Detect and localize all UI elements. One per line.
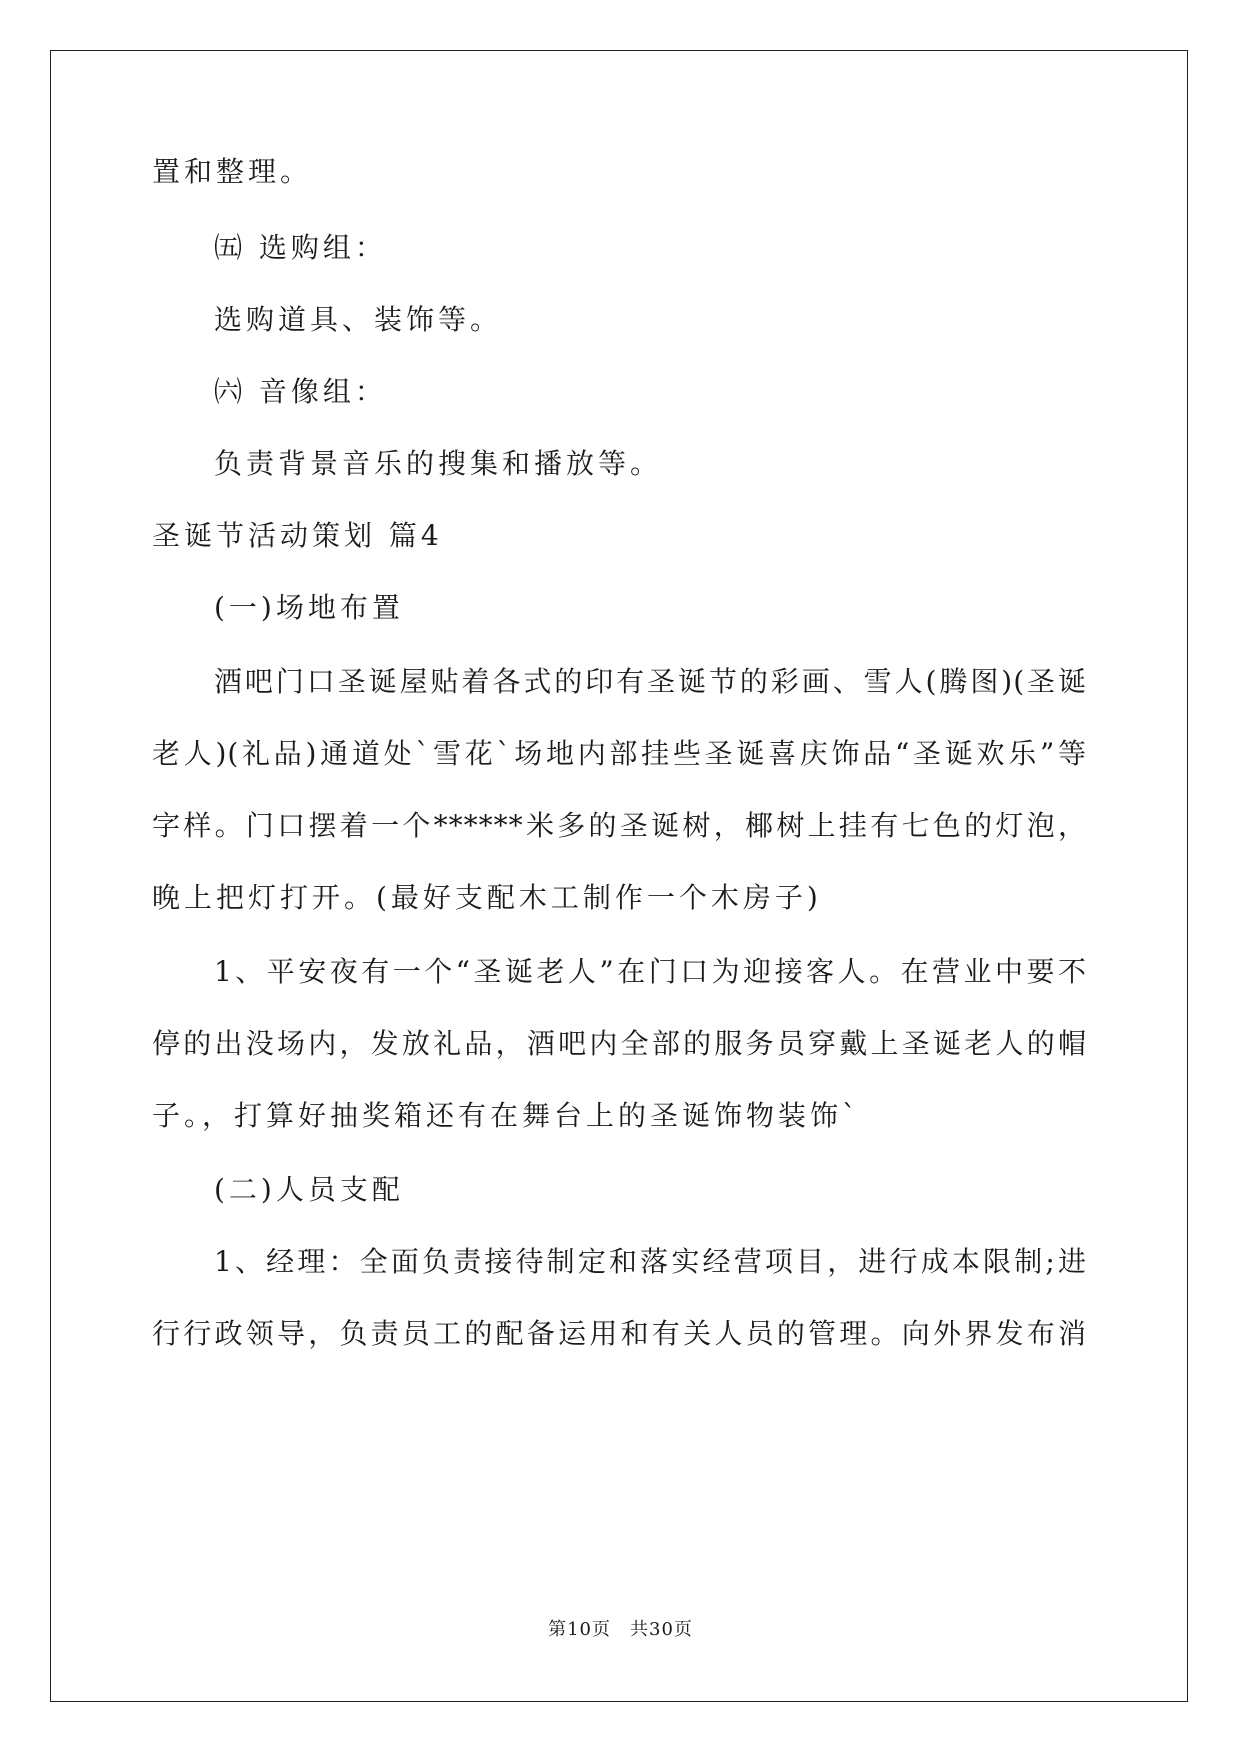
page-border bbox=[50, 50, 1188, 1702]
paragraph-venue-line-3: 字样。门口摆着一个******米多的圣诞树，椰树上挂有七色的灯泡， bbox=[152, 809, 1087, 842]
article-title: 圣诞节活动策划 篇4 bbox=[152, 519, 443, 552]
paragraph-venue-line-1: 酒吧门口圣诞屋贴着各式的印有圣诞节的彩画、雪人(腾图)(圣诞 bbox=[214, 665, 1087, 698]
paragraph-venue-line-4: 晚上把灯打开。(最好支配木工制作一个木房子) bbox=[152, 881, 822, 914]
paragraph-venue-line-2: 老人)(礼品)通道处`雪花`场地内部挂些圣诞喜庆饰品“圣诞欢乐”等 bbox=[152, 737, 1087, 770]
page-number-footer: 第10页 共30页 bbox=[548, 1619, 693, 1640]
paragraph-manager-line-2: 行行政领导，负责员工的配备运用和有关人员的管理。向外界发布消 bbox=[152, 1317, 1087, 1350]
section-heading-staffing: (二)人员支配 bbox=[214, 1173, 404, 1206]
paragraph-continuation: 置和整理。 bbox=[152, 155, 313, 188]
paragraph-santa-line-3: 子。，打算好抽奖箱还有在舞台上的圣诞饰物装饰` bbox=[152, 1099, 861, 1132]
paragraph-purchasing: 选购道具、装饰等。 bbox=[214, 303, 503, 336]
section-heading-venue: (一)场地布置 bbox=[214, 591, 404, 624]
section-heading-purchasing-group: ㈤ 选购组： bbox=[214, 231, 387, 264]
paragraph-audio: 负责背景音乐的搜集和播放等。 bbox=[214, 447, 663, 480]
paragraph-santa-line-1: 1、平安夜有一个“圣诞老人”在门口为迎接客人。在营业中要不 bbox=[214, 955, 1087, 988]
section-heading-audio-group: ㈥ 音像组： bbox=[214, 375, 387, 408]
paragraph-manager-line-1: 1、经理：全面负责接待制定和落实经营项目，进行成本限制;进 bbox=[214, 1245, 1087, 1278]
paragraph-santa-line-2: 停的出没场内，发放礼品，酒吧内全部的服务员穿戴上圣诞老人的帽 bbox=[152, 1027, 1087, 1060]
